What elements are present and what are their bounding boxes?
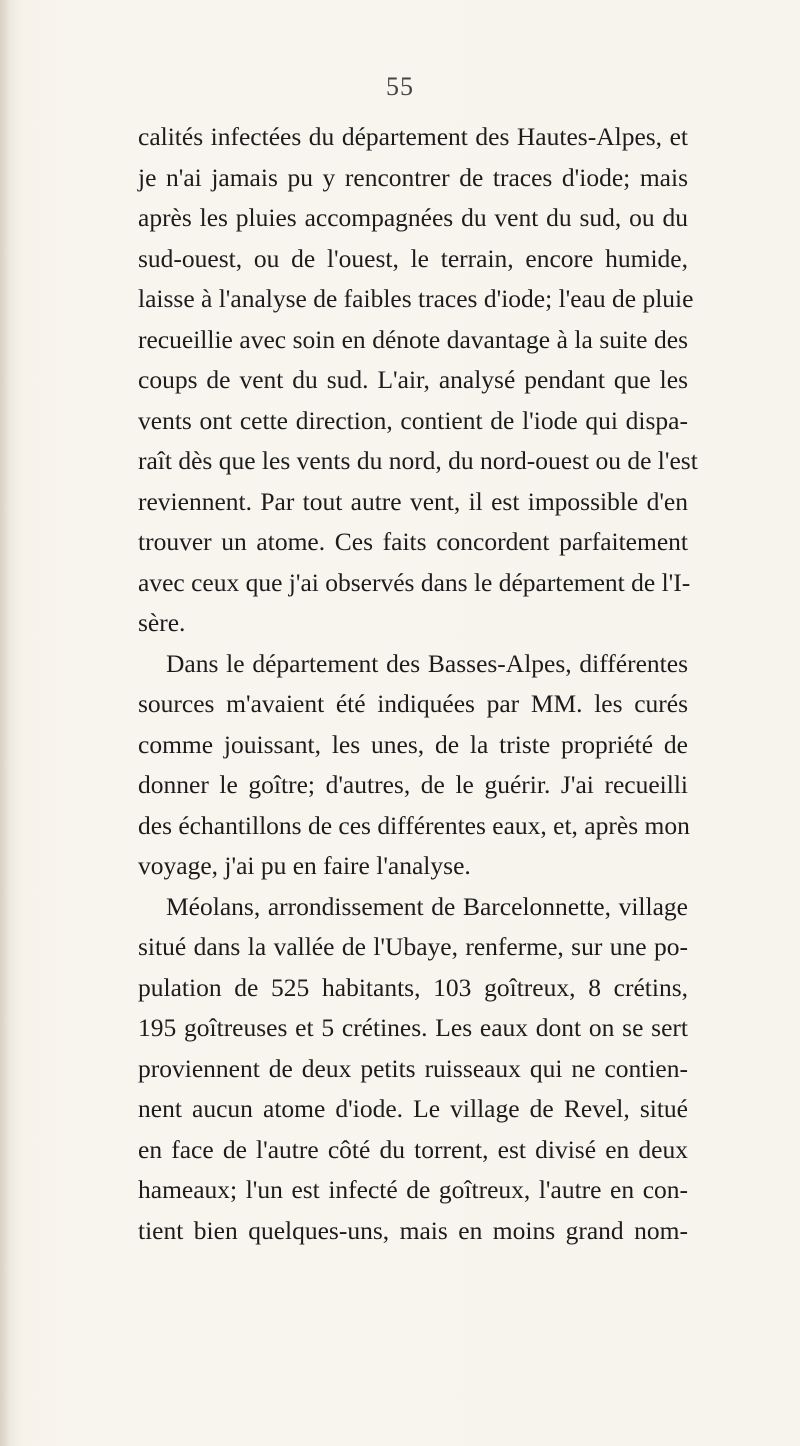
page-binding-edge [0,0,10,1446]
text-line: recueillie avec soin en dénote davantage à la suite des [138,324,688,354]
text-line: vents ont cette direction, contient de l'iode qui dispa- [138,405,688,435]
text-line: hameaux; l'un est infecté de goîtreux, l'autre en con- [138,1175,688,1204]
text-line: 195 goîtreuses et 5 crétines. Les eaux dont on se sert [138,1013,688,1042]
text-line: proviennent de deux petits ruisseaux qui ne contien- [138,1053,688,1083]
text-line: raît dès que les vents du nord, du nord-ouest ou de l'est [138,446,698,475]
text-line: après les pluies accompagnées du vent du sud, ou du [138,203,688,232]
text-line: calités infectées du département des Hautes-Alpes, et [138,122,688,151]
text-line: je n'ai jamais pu y rencontrer de traces d'iode; mais [138,162,688,192]
text-line: voyage, j'ai pu en faire l'analyse. [138,851,471,880]
text-line: reviennent. Par tout autre vent, il est impossible d'en [138,486,688,516]
paragraph-first-line: Dans le département des Basses-Alpes, différentes [166,648,688,678]
text-line: nent aucun atome d'iode. Le village de Revel, situé [138,1094,688,1123]
text-line: laisse à l'analyse de faibles traces d'iode; l'eau de pluie [138,284,694,313]
text-line: pulation de 525 habitants, 103 goîtreux, 8 crétins, [138,972,688,1002]
text-line: des échantillons de ces différentes eaux, et, après mon [138,810,690,840]
paragraph-first-line: Méolans, arrondissement de Barcelonnette, village [166,891,688,921]
text-line: avec ceux que j'ai observés dans le département de l'I- [138,567,691,597]
body-text [138,117,698,1251]
text-line: comme jouissant, les unes, de la triste propriété de [138,729,688,759]
text-line: sources m'avaient été indiquées par MM. les curés [138,689,688,718]
text-line: situé dans la vallée de l'Ubaye, renferme, sur une po- [138,932,688,961]
text-line: sère. [138,608,186,637]
page-number: 55 [386,72,414,101]
text-line: en face de l'autre côté du torrent, est divisé en deux [138,1134,688,1164]
text-line: tient bien quelques-uns, mais en moins grand nom- [138,1215,688,1245]
text-line: sud-ouest, ou de l'ouest, le terrain, encore humide, [138,243,688,273]
text-line: trouver un atome. Ces faits concordent parfaitement [138,527,688,556]
text-line: coups de vent du sud. L'air, analysé pendant que les [138,365,688,394]
text-line: donner le goître; d'autres, de le guérir. J'ai recueilli [138,770,688,799]
